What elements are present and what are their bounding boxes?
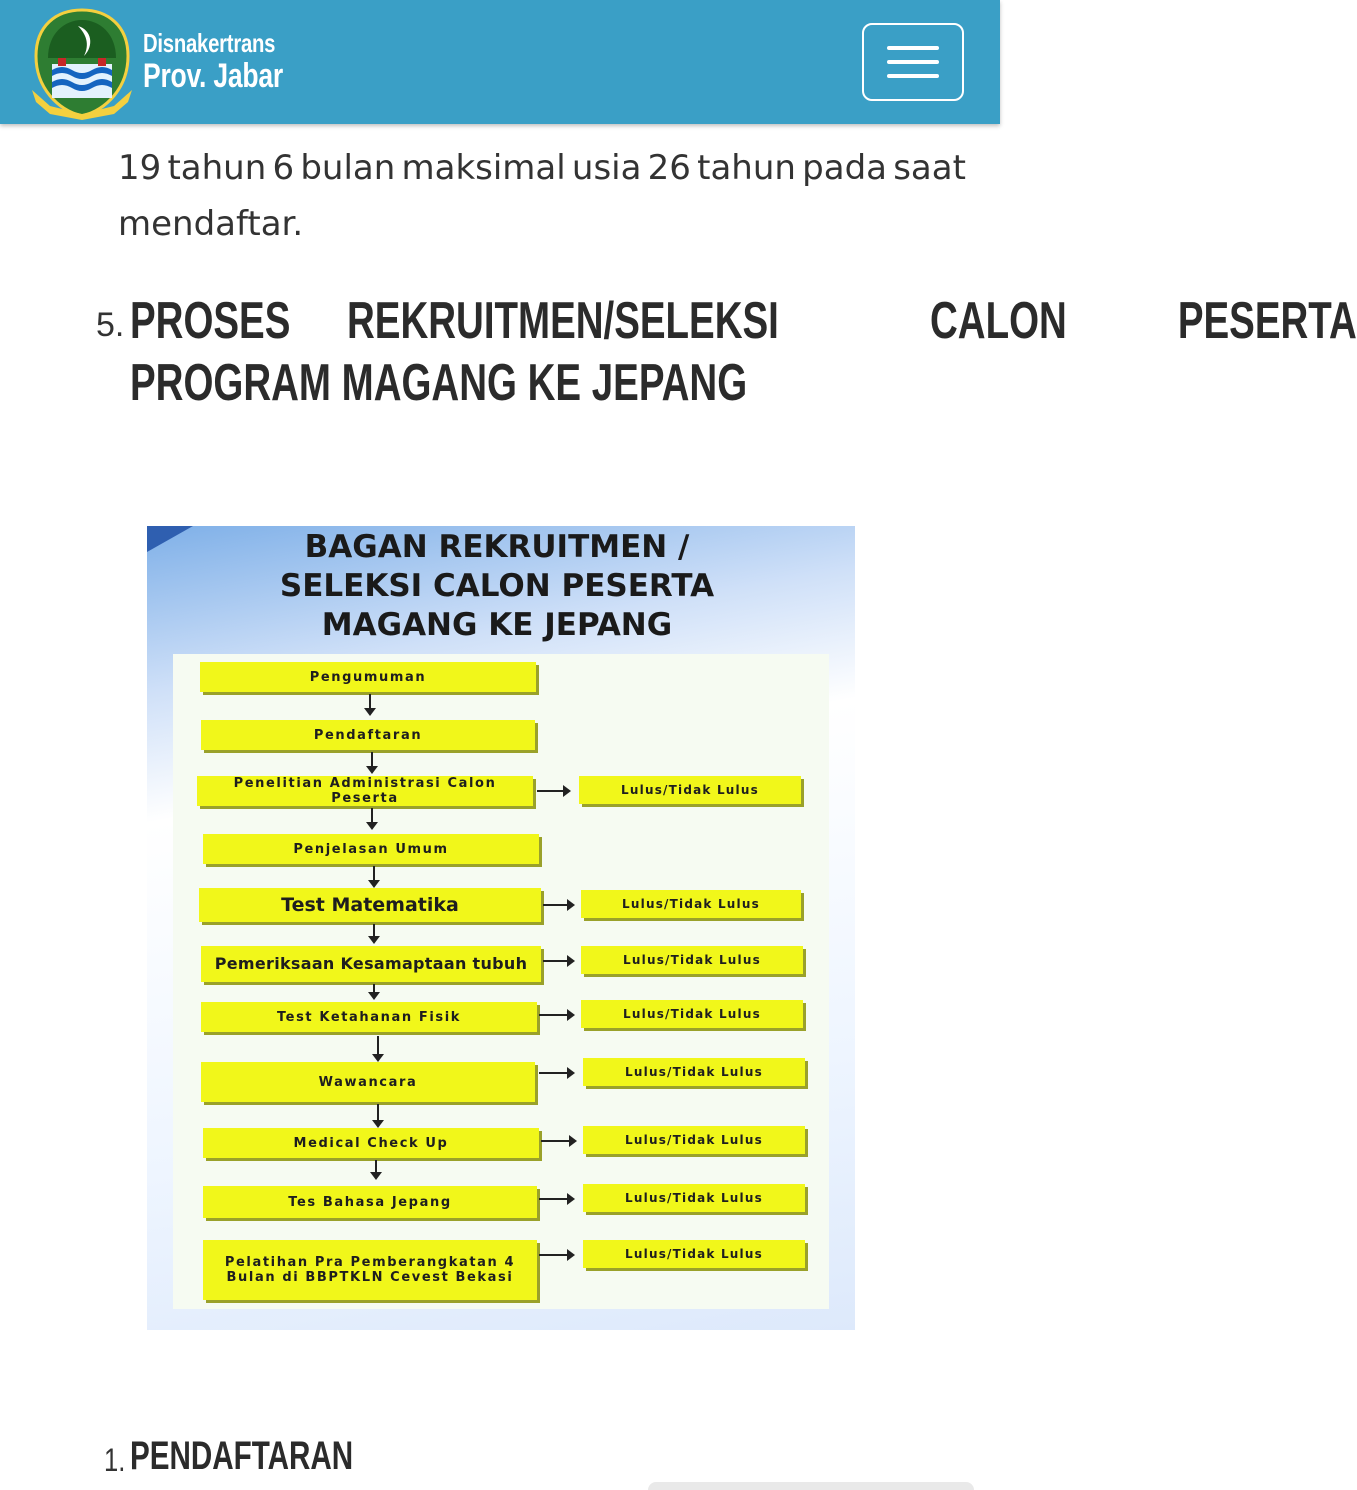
step-penelitian-administrasi: Penelitian Administrasi Calon Peserta [197, 776, 533, 806]
down-arrow [371, 808, 373, 828]
step-penjelasan-umum: Penjelasan Umum [203, 834, 539, 864]
result-lulus-tidak-lulus: Lulus/Tidak Lulus [583, 1126, 805, 1154]
word: saat [893, 148, 966, 188]
right-arrow [541, 1140, 575, 1142]
brand-name[interactable] [143, 28, 283, 94]
word: pada [802, 148, 887, 188]
result-lulus-tidak-lulus: Lulus/Tidak Lulus [581, 890, 801, 918]
step-wawancara: Wawancara [201, 1062, 535, 1102]
step-medical-check-up: Medical Check Up [203, 1128, 539, 1158]
hamburger-menu-icon [887, 74, 939, 78]
down-arrow [377, 1036, 379, 1060]
intro-line-1 [118, 140, 966, 196]
site-header [0, 0, 1000, 124]
step-pendaftaran: Pendaftaran [201, 720, 535, 750]
word: maksimal [401, 148, 566, 188]
result-lulus-tidak-lulus: Lulus/Tidak Lulus [583, 1184, 805, 1212]
title-word: PROSES [130, 292, 291, 350]
title-line-2: PROGRAM MAGANG KE JEPANG [130, 354, 748, 412]
flowchart-title [147, 528, 847, 645]
down-arrow [373, 866, 375, 886]
result-lulus-tidak-lulus: Lulus/Tidak Lulus [581, 946, 803, 974]
result-lulus-tidak-lulus: Lulus/Tidak Lulus [583, 1058, 805, 1086]
right-arrow [539, 1198, 573, 1200]
brand-line-2: Prov. Jabar [143, 57, 283, 95]
result-lulus-tidak-lulus: Lulus/Tidak Lulus [583, 1240, 805, 1268]
intro-paragraph [118, 140, 966, 252]
step-pengumuman: Pengumuman [200, 662, 536, 692]
title-word: REKRUITMEN/SELEKSI [346, 292, 779, 350]
title-word: CALON [930, 292, 1068, 350]
right-arrow [543, 960, 573, 962]
result-lulus-tidak-lulus: Lulus/Tidak Lulus [581, 1000, 803, 1028]
result-lulus-tidak-lulus: Lulus/Tidak Lulus [579, 776, 801, 804]
menu-toggle-button[interactable] [862, 23, 964, 101]
down-arrow [373, 924, 375, 942]
flowchart-title-line: SELEKSI CALON PESERTA [279, 568, 715, 604]
title-word: PESERTA [1178, 292, 1357, 350]
word: 26 [647, 148, 691, 188]
right-arrow [543, 904, 573, 906]
subsection-title: PENDAFTARAN [130, 1434, 354, 1478]
down-arrow [371, 752, 373, 772]
right-arrow [537, 790, 569, 792]
step-test-ketahanan-fisik: Test Ketahanan Fisik [201, 1002, 537, 1032]
section-number: 5. [96, 306, 125, 344]
right-arrow [539, 1014, 573, 1016]
brand-line-1: Disnakertrans [143, 28, 276, 58]
word: usia [571, 148, 642, 188]
recruitment-flowchart-image [147, 526, 855, 1330]
down-arrow [369, 694, 371, 714]
word: bulan [300, 148, 396, 188]
word: 6 [272, 148, 295, 188]
bottom-overlay [648, 1482, 974, 1490]
step-test-matematika: Test Matematika [199, 888, 541, 922]
intro-line-2: mendaftar. [118, 204, 304, 244]
down-arrow [375, 1160, 377, 1178]
right-arrow [539, 1254, 573, 1256]
flowchart-title-line: BAGAN REKRUITMEN / [304, 529, 690, 565]
section-title [130, 290, 1357, 414]
subsection-number: 1. [104, 1442, 126, 1478]
word: 19 [118, 148, 162, 188]
right-arrow [539, 1072, 573, 1074]
word: tahun [697, 148, 796, 188]
hamburger-menu-icon [887, 60, 939, 64]
down-arrow [373, 984, 375, 998]
flowchart-title-line: MAGANG KE JEPANG [321, 607, 673, 643]
hamburger-menu-icon [887, 46, 939, 50]
west-java-emblem-logo[interactable] [28, 6, 136, 120]
word: tahun [167, 148, 267, 188]
step-tes-bahasa-jepang: Tes Bahasa Jepang [203, 1186, 537, 1218]
step-pemeriksaan-kesamaptaan: Pemeriksaan Kesamaptaan tubuh [201, 946, 541, 982]
down-arrow [377, 1104, 379, 1126]
step-pelatihan-pra-pemberangkatan: Pelatihan Pra Pemberangkatan 4 Bulan di BBPTKLN Cevest Bekasi [203, 1240, 537, 1300]
